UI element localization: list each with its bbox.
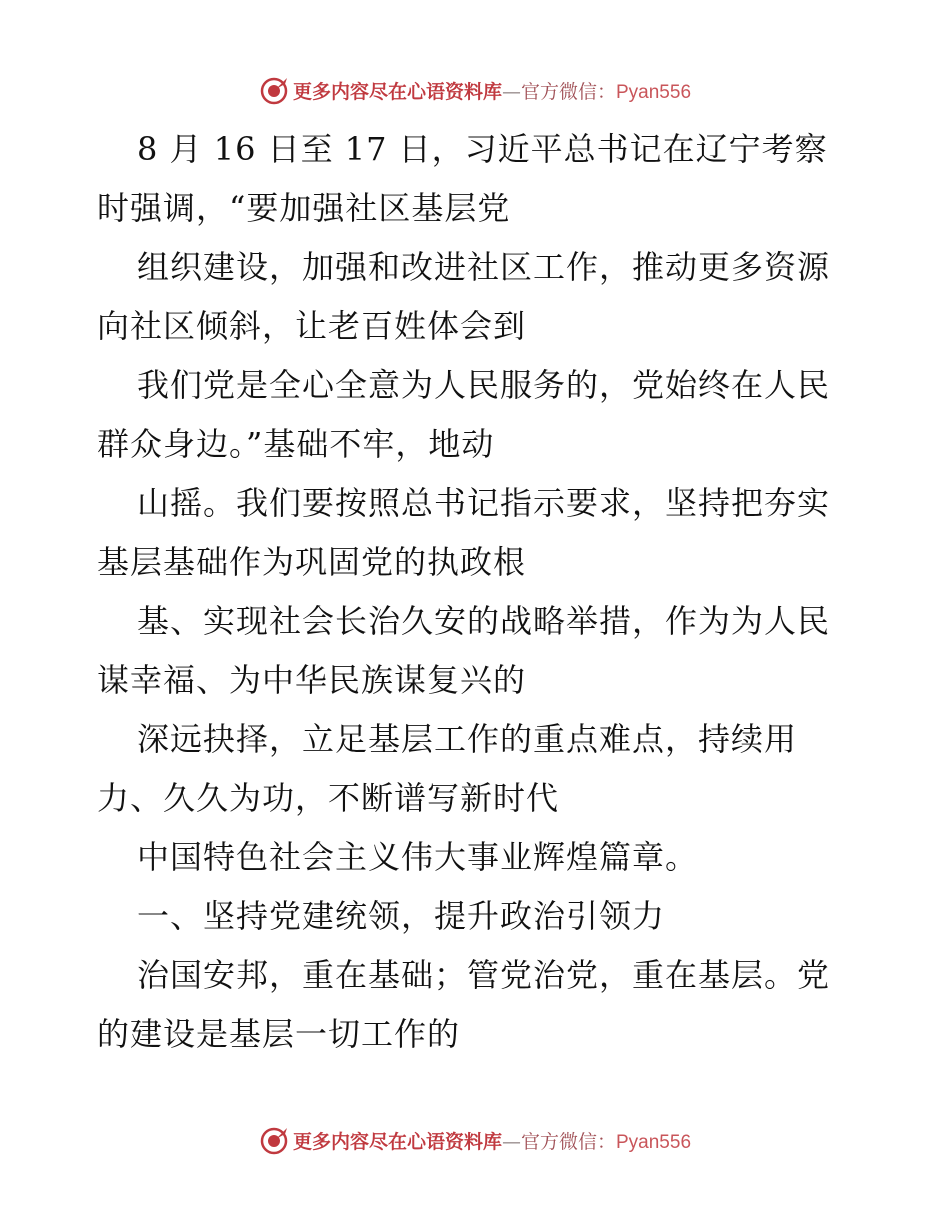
- paragraph: 山摇。我们要按照总书记指示要求，坚持把夯实基层基础作为巩固党的执政根: [97, 484, 831, 581]
- paragraph: 治国安邦，重在基础；管党治党，重在基层。党的建设是基层一切工作的: [97, 956, 831, 1053]
- banner-text: [293, 1127, 691, 1154]
- quill-pen-logo-icon: [259, 1125, 289, 1155]
- section-heading: 一、坚持党建统领，提升政治引领力: [137, 897, 666, 935]
- footer-banner: [0, 1120, 950, 1160]
- banner-wechat-label: 官方微信：: [520, 1130, 616, 1153]
- banner-wechat-label: 官方微信：: [520, 80, 616, 103]
- paragraph: 组织建设，加强和改进社区工作，推动更多资源向社区倾斜，让老百姓体会到: [97, 248, 831, 345]
- header-banner: [0, 70, 950, 110]
- paragraph: 深远抉择，立足基层工作的重点难点，持续用力、久久为功，不断谱写新时代: [97, 720, 798, 817]
- banner-lead: 更多内容尽在心语资料库: [292, 1130, 502, 1153]
- paragraph: 中国特色社会主义伟大事业辉煌篇章。: [137, 838, 699, 876]
- banner-wechat-id: Pyan556: [616, 81, 692, 103]
- banner-wechat-id: Pyan556: [616, 1131, 692, 1153]
- paragraph: 基、实现社会长治久安的战略举措，作为为人民谋幸福、为中华民族谋复兴的: [97, 602, 831, 699]
- banner-dash: —: [501, 1130, 521, 1153]
- banner-text: [293, 77, 691, 104]
- paragraph: 我们党是全心全意为人民服务的，党始终在人民群众身边。”基础不牢，地动: [97, 366, 831, 463]
- banner-dash: —: [501, 80, 521, 103]
- banner-lead: 更多内容尽在心语资料库: [292, 80, 502, 103]
- quill-pen-logo-icon: [259, 75, 289, 105]
- document-body: [97, 120, 857, 1064]
- paragraph: 8 月 16 日至 17 日，习近平总书记在辽宁考察时强调，“要加强社区基层党: [97, 130, 828, 227]
